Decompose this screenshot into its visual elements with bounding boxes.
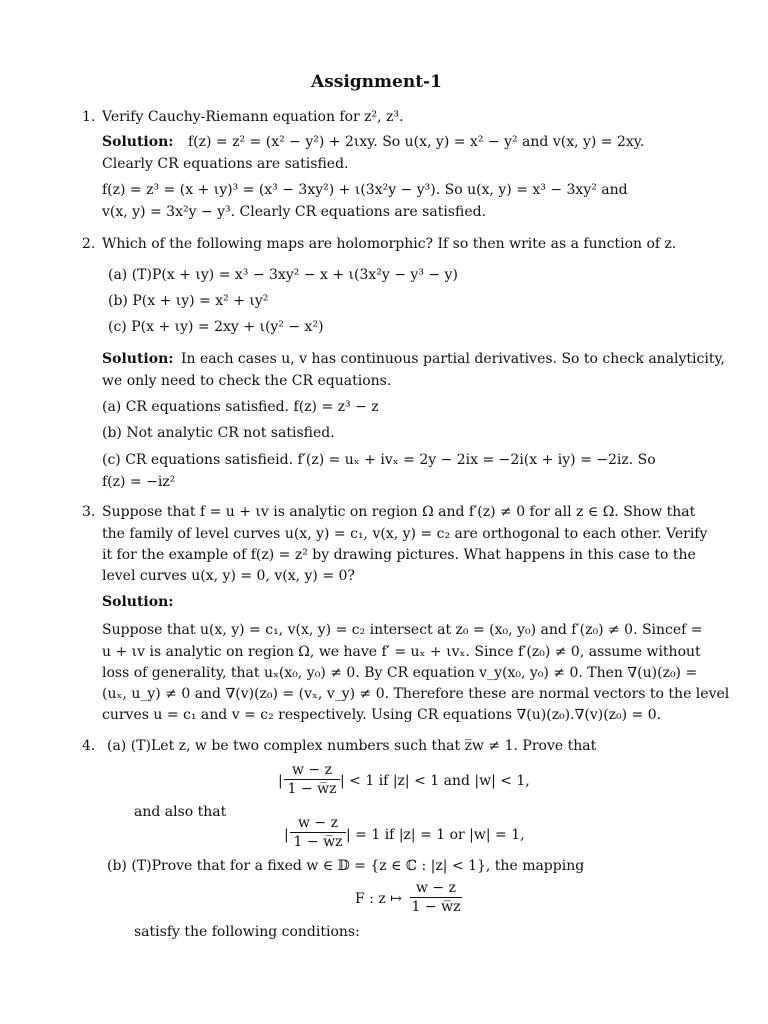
text-line: curves u = c₁ and v = c₂ respectively. Using CR equations ∇(u)(z₀).∇(v)(z₀) = 0. (102, 707, 662, 723)
display-equation: F : z ↦ (355, 891, 402, 907)
problem-number: 1. (82, 109, 96, 125)
text-line: (uₓ, u_y) ≠ 0 and ∇(v)(z₀) = (vₓ, v_y) ≠ 0. Therefore these are normal vectors to the level (102, 686, 730, 702)
text-line: In each cases u, v has continuous partial derivatives. So to check analyticity, (181, 351, 725, 367)
text-line: (a) CR equations satisfied. f(z) = z³ − z (102, 399, 379, 415)
text-line: (c) P(x + ιy) = 2xy + ι(y² − x²) (108, 319, 324, 335)
text-line: and also that (134, 804, 227, 820)
fraction-bar (284, 779, 340, 780)
text-line: Verify Cauchy-Riemann equation for z², z³. (102, 109, 404, 125)
fraction-denominator: 1 − w̅z (287, 781, 337, 797)
text-line: level curves u(x, y) = 0, v(x, y) = 0? (102, 568, 355, 584)
page-title: Assignment-1 (311, 72, 442, 92)
text-line: f(z) = −iz² (102, 474, 176, 490)
solution-label: Solution: (102, 594, 174, 610)
text-line: (a) (T)P(x + ιy) = x³ − 3xy² − x + ι(3x²y − y³ − y) (108, 267, 458, 283)
problem-number: 4. (82, 738, 96, 754)
fraction-bar (290, 832, 346, 833)
text-line: (b) P(x + ιy) = x² + ιy² (108, 293, 269, 309)
text-line: Suppose that u(x, y) = c₁, v(x, y) = c₂ intersect at z₀ = (x₀, y₀) and f′(z₀) ≠ 0. Sincef = (102, 622, 703, 638)
problem-number: 3. (82, 504, 96, 520)
text-line: (c) CR equations satisfieid. f′(z) = uₓ + ivₓ = 2y − 2ix = −2i(x + iy) = −2iz. So (102, 452, 656, 468)
text-line: Which of the following maps are holomorphic? If so then write as a function of z. (102, 236, 677, 252)
abs-bar: | (278, 773, 283, 789)
text-line: (a) (T)Let z, w be two complex numbers such that z̅w ≠ 1. Prove that (107, 738, 597, 754)
text-line: u + ιv is analytic on region Ω, we have f′ = uₓ + ιvₓ. Since f′(z₀) ≠ 0, assume without (102, 644, 701, 660)
problem-number: 2. (82, 236, 96, 252)
fraction-denominator: 1 − w̅z (293, 834, 343, 850)
text-line: f(z) = z² = (x² − y²) + 2ιxy. So u(x, y) = x² − y² and v(x, y) = 2xy. (188, 134, 645, 150)
text-line: loss of generality, that uₓ(x₀, y₀) ≠ 0. By CR equation v_y(x₀, y₀) ≠ 0. Then ∇(u)(z₀) = (102, 665, 698, 681)
text-line: it for the example of f(z) = z² by drawing pictures. What happens in this case to the (102, 547, 696, 563)
abs-bar: | (284, 827, 289, 843)
text-line: we only need to check the CR equations. (102, 373, 392, 389)
display-fraction (410, 880, 462, 915)
fraction-numerator: w − z (298, 815, 338, 831)
text-line: Suppose that f = u + ιv is analytic on region Ω and f′(z) ≠ 0 for all z ∈ Ω. Show that (102, 504, 696, 520)
text-line: satisfy the following conditions: (134, 924, 360, 940)
text-line: (b) Not analytic CR not satisfied. (102, 425, 335, 441)
display-fraction (284, 762, 340, 797)
fraction-numerator: w − z (416, 880, 456, 896)
display-equation: | = 1 if |z| = 1 or |w| = 1, (346, 827, 525, 843)
fraction-numerator: w − z (292, 762, 332, 778)
text-line: v(x, y) = 3x²y − y³. Clearly CR equations are satisfied. (102, 204, 487, 220)
display-fraction (290, 815, 346, 850)
solution-label: Solution: (102, 134, 174, 150)
fraction-bar (410, 897, 462, 898)
text-line: f(z) = z³ = (x + ιy)³ = (x³ − 3xy²) + ι(3x²y − y³). So u(x, y) = x³ − 3xy² and (102, 182, 628, 198)
text-line: the family of level curves u(x, y) = c₁, v(x, y) = c₂ are orthogonal to each other. Verify (102, 526, 708, 542)
text-line: (b) (T)Prove that for a fixed w ∈ 𝔻 = {z ∈ ℂ : |z| < 1}, the mapping (107, 858, 585, 874)
text-line: Clearly CR equations are satisfied. (102, 156, 349, 172)
display-equation: | < 1 if |z| < 1 and |w| < 1, (340, 773, 530, 789)
solution-label: Solution: (102, 351, 174, 367)
fraction-denominator: 1 − w̅z (411, 899, 461, 915)
